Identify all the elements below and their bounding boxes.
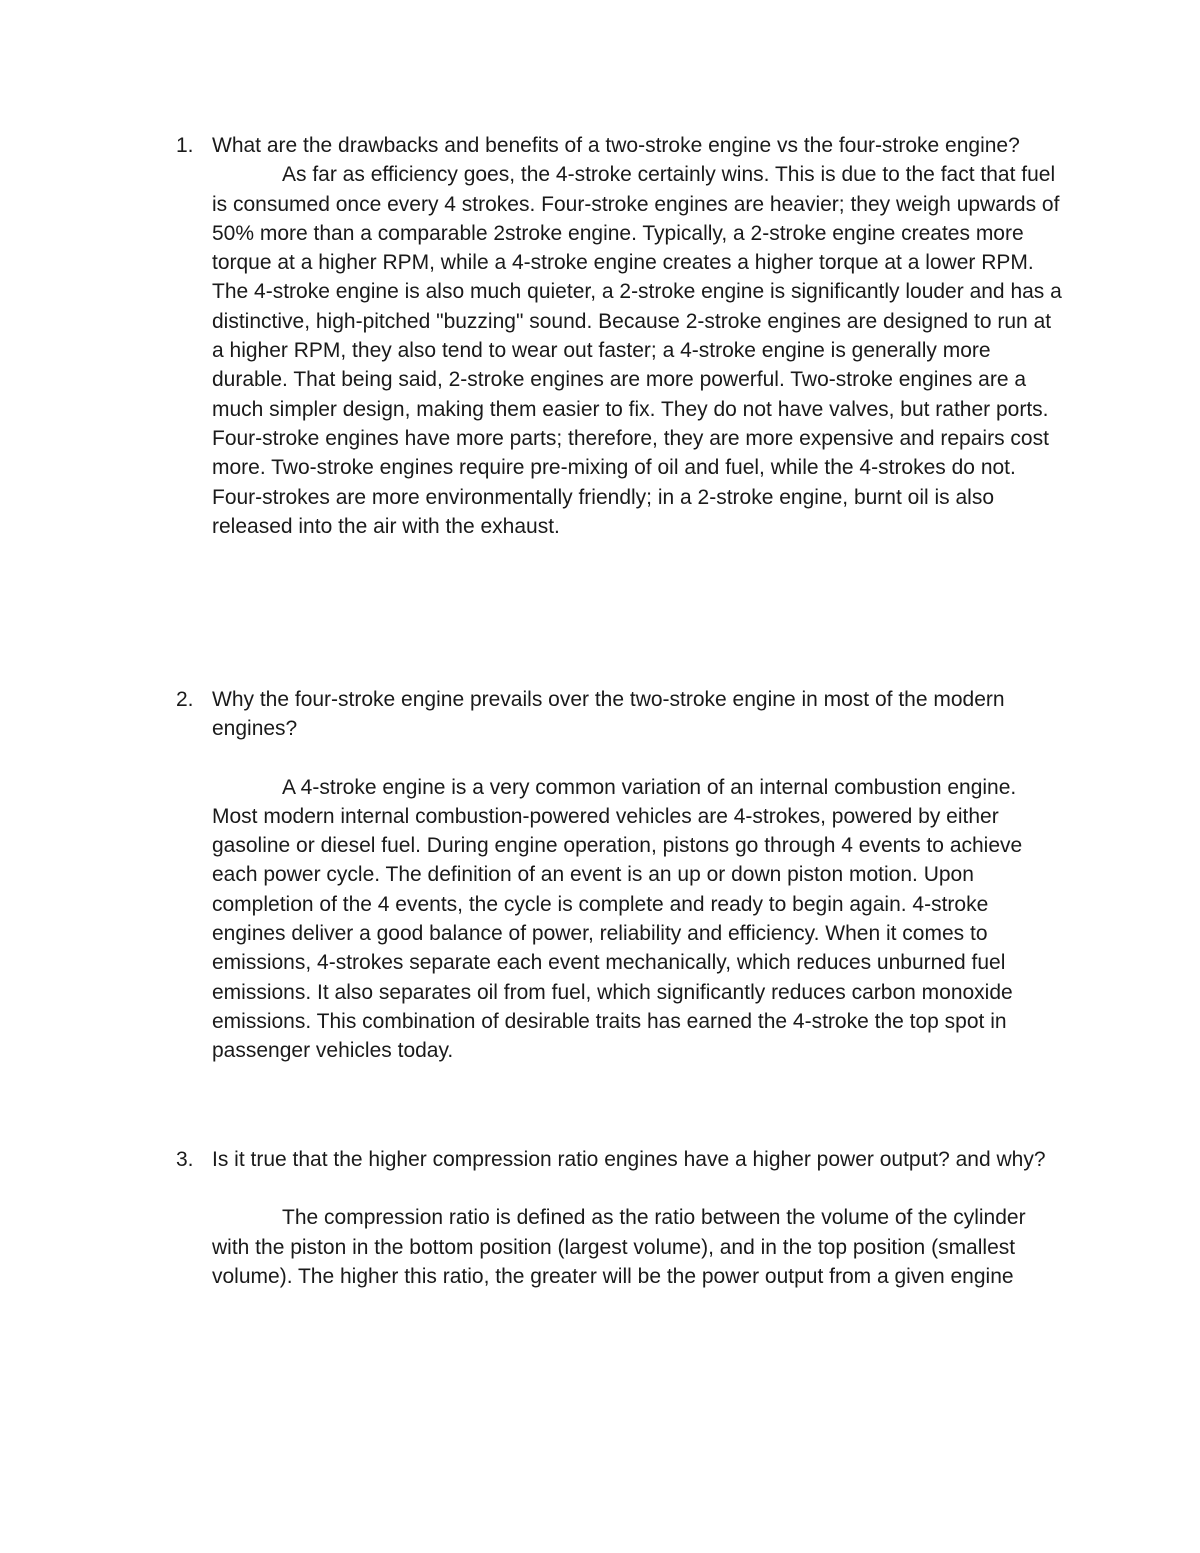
answer-text: A 4-stroke engine is a very common variation of an internal combustion engine. Most modern internal combustion-powered vehicles are 4-strokes, powered by either gasoline or diesel fuel. During engine operation, pistons go through 4 events to achieve each power cycle. The definition of an event is an up or down piston motion. Upon completion of the 4 events, the cycle is complete and ready to begin again. 4-stroke engines deliver a good balance of power, reliability and efficiency. When it comes to emissions, 4-strokes separate each event mechanically, which reduces unburned fuel emissions. It also separates oil from fuel, which significantly reduces carbon monoxide emissions. This combination of desirable traits has earned the 4-stroke the top spot in passenger vehicles today. [212, 775, 1023, 1063]
question-text: What are the drawbacks and benefits of a two-stroke engine vs the four-stroke engine? [212, 134, 1020, 157]
question-text: Is it true that the higher compression ratio engines have a higher power output? and why? [212, 1148, 1046, 1171]
question-body [212, 1145, 1066, 1291]
question-number: 2. [176, 688, 194, 711]
question-body [212, 131, 1066, 541]
question-body [212, 685, 1066, 1066]
answer-text: As far as efficiency goes, the 4-stroke certainly wins. This is due to the fact that fuel is consumed once every 4 strokes. Four-stroke engines are heavier; they weigh upwards of 50% more than a comparable 2stroke engine. Typically, a 2-stroke engine creates more torque at a higher RPM, while a 4-stroke engine creates a higher torque at a lower RPM. The 4-stroke engine is also much quieter, a 2-stroke engine is significantly louder and has a distinctive, high-pitched "buzzing" sound. Because 2-stroke engines are designed to run at a higher RPM, they also tend to wear out faster; a 4-stroke engine is generally more durable. That being said, 2-stroke engines are more powerful. Two-stroke engines are a much simpler design, making them easier to fix. They do not have valves, but rather ports. Four-stroke engines have more parts; therefore, they are more expensive and repairs cost more. Two-stroke engines require pre-mixing of oil and fuel, while the 4-strokes do not. Four-strokes are more environmentally friendly; in a 2-stroke engine, burnt oil is also released into the air with the exhaust. [212, 163, 1062, 538]
question-item-2 [176, 685, 1066, 1066]
question-text: Why the four-stroke engine prevails over the two-stroke engine in most of the modern engines? [212, 688, 1005, 741]
question-item-3 [176, 1145, 1066, 1291]
question-number: 3. [176, 1148, 194, 1171]
question-item-1 [176, 131, 1066, 541]
question-number: 1. [176, 134, 194, 157]
answer-text: The compression ratio is defined as the ratio between the volume of the cylinder with the piston in the bottom position (largest volume), and in the top position (smallest volume). The higher this ratio, the greater will be the power output from a given engine [212, 1206, 1026, 1288]
